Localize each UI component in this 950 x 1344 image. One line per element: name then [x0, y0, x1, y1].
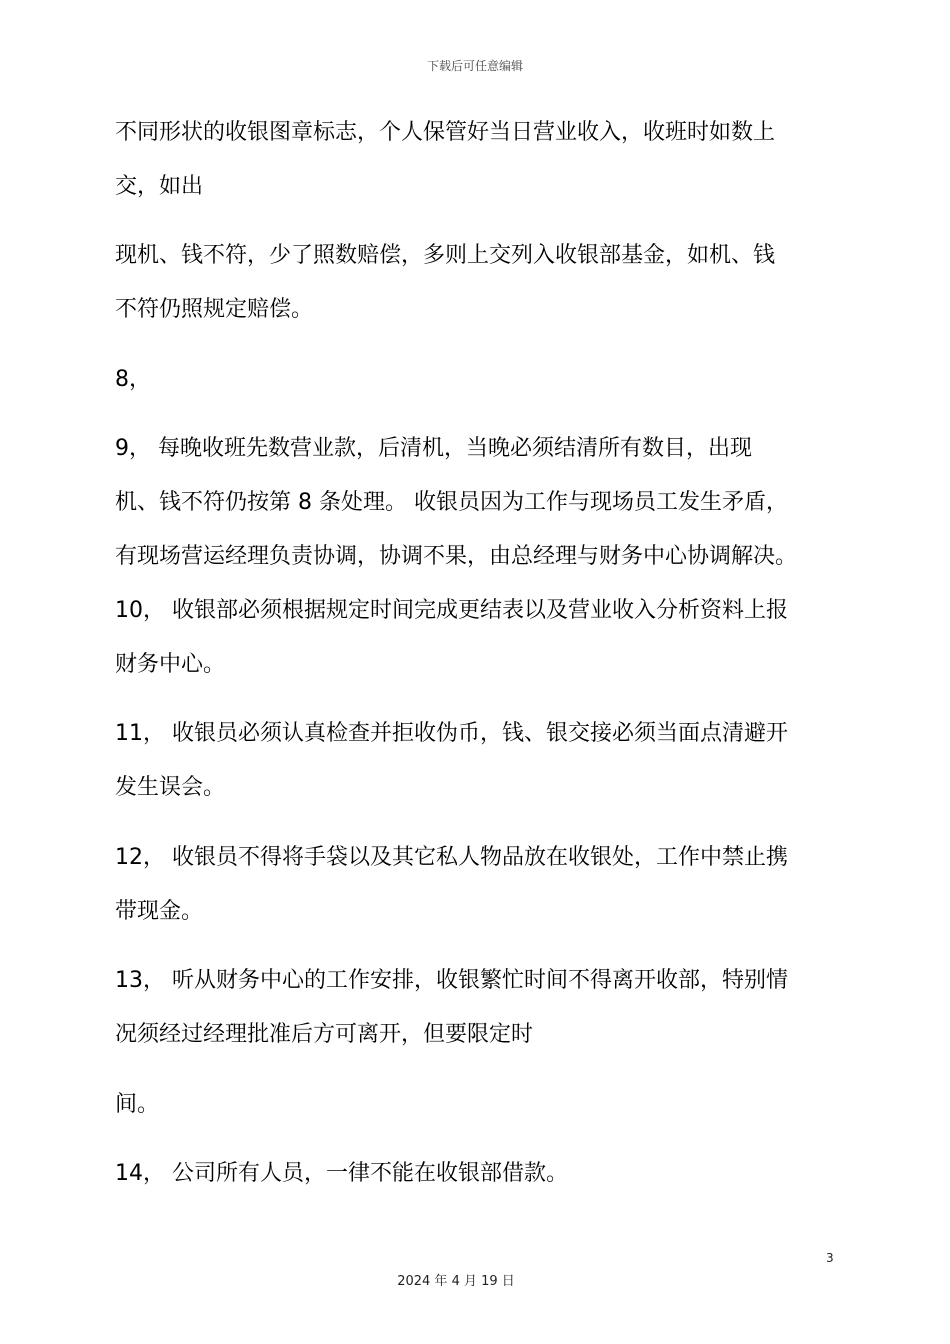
text-line: 12， 收银员不得将手袋以及其它私人物品放在收银处，工作中禁止携	[115, 845, 788, 870]
text-line: 不同形状的收银图章标志，个人保管好当日营业收入，收班时如数上	[115, 120, 776, 145]
text-line: 9， 每晚收班先数营业款，后清机，当晚必须结清所有数目，出现	[115, 436, 752, 461]
text-line: 现机、钱不符，少了照数赔偿，多则上交列入收银部基金，如机、钱	[115, 243, 776, 268]
text-line: 有现场营运经理负责协调，协调不果，由总经理与财务中心协调解决。	[115, 544, 798, 569]
text-line: 财务中心。	[115, 652, 226, 677]
text-line: 11， 收银员必须认真检查并拒收伪币，钱、银交接必须当面点清避开	[115, 721, 788, 746]
text-line: 机、钱不符仍按第 8 条处理。 收银员因为工作与现场员工发生矛盾，	[115, 490, 788, 515]
text-line: 交，如出	[115, 174, 204, 199]
text-line: 14， 公司所有人员，一律不能在收银部借款。	[115, 1161, 568, 1186]
text-line: 发生误会。	[115, 775, 226, 800]
text-line: 10， 收银部必须根据规定时间完成更结表以及营业收入分析资料上报	[115, 598, 788, 623]
page-header: 下载后可任意编辑	[426, 59, 523, 73]
text-line: 13， 听从财务中心的工作安排，收银繁忙时间不得离开收部，特别情	[115, 968, 788, 993]
text-line: 间。	[115, 1092, 160, 1117]
text-line: 况须经过经理批准后方可离开，但要限定时	[115, 1022, 534, 1047]
text-line: 不符仍照规定赔偿。	[115, 297, 314, 322]
text-line: 8，	[115, 367, 151, 392]
page-footer-date: 2024 年 4 月 19 日	[397, 1274, 515, 1289]
text-line: 带现金。	[115, 899, 204, 924]
page-number: 3	[826, 1251, 834, 1265]
